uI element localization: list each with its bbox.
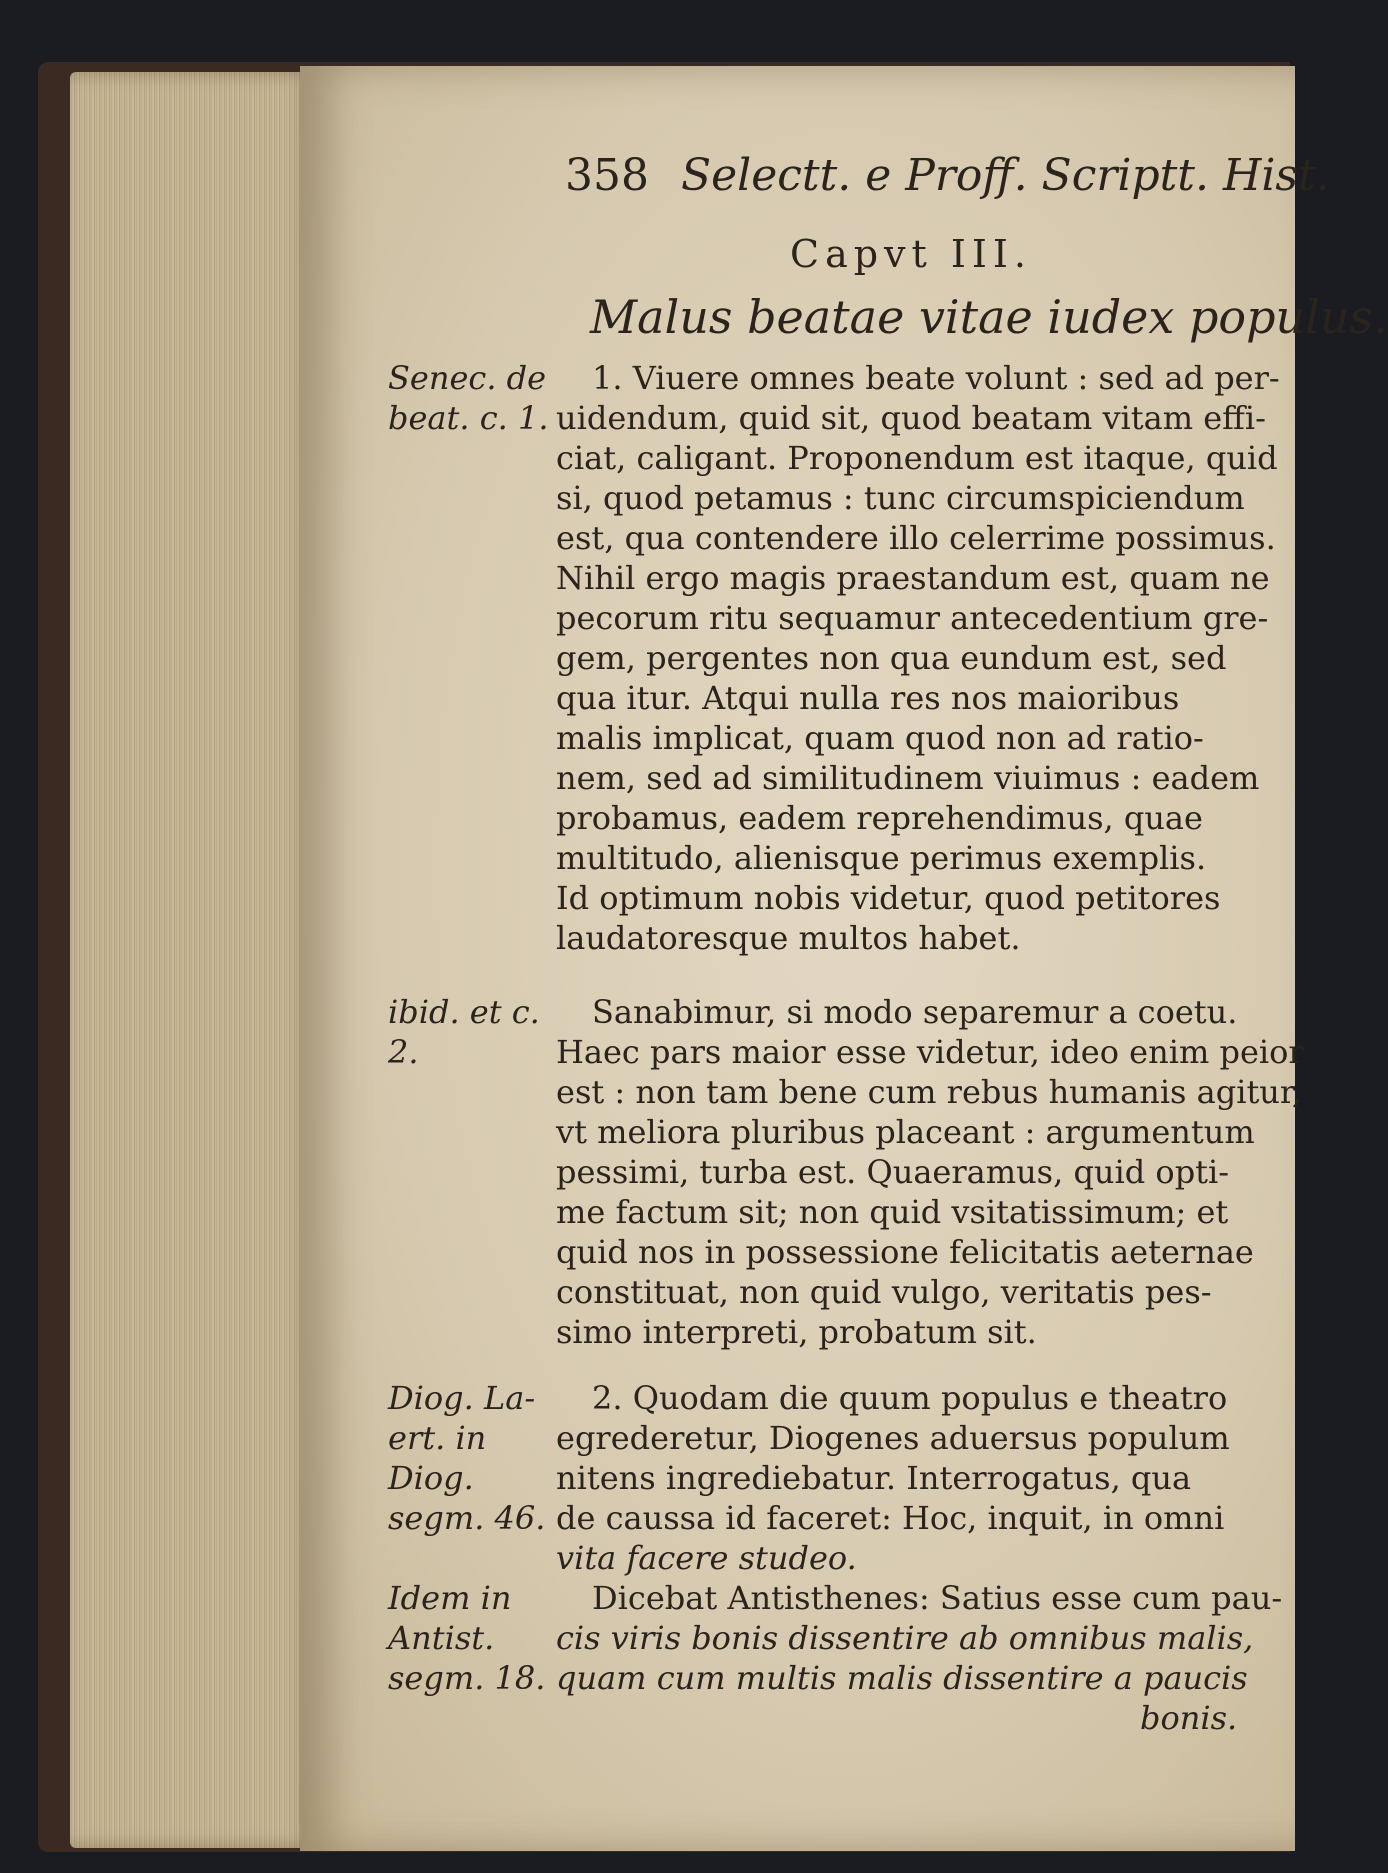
margin-note: segm. 46. (388, 1499, 546, 1537)
chapter-subtitle: Malus beatae vitae iudex populus. (590, 290, 1388, 344)
text-line: nem, sed ad similitudinem viuimus : eadem (556, 759, 1260, 797)
text-line: malis implicat, quam quod non ad ratio- (556, 719, 1204, 757)
text-line: laudatoresque multos habet. (556, 919, 1021, 957)
text-line: pecorum ritu sequamur antecedentium gre- (556, 599, 1269, 637)
text-line: egrederetur, Diogenes aduersus populum (556, 1419, 1230, 1457)
text-line: 1. Viuere omnes beate volunt : sed ad per- (592, 359, 1280, 397)
text-line: quam cum multis malis dissentire a paucis (556, 1659, 1248, 1697)
text-line: gem, pergentes non qua eundum est, sed (556, 639, 1227, 677)
text-line: 2. Quodam die quum populus e theatro (592, 1379, 1228, 1417)
text-line: uidendum, quid sit, quod beatam vitam effi- (556, 399, 1266, 437)
text-line: cis viris bonis dissentire ab omnibus malis, (556, 1619, 1254, 1657)
text-line: simo interpreti, probatum sit. (556, 1313, 1037, 1351)
running-header (565, 150, 1330, 201)
margin-note: Idem in (388, 1579, 512, 1617)
text-line: probamus, eadem reprehendimus, quae (556, 799, 1203, 837)
text-line: Haec pars maior esse videtur, ideo enim peior (556, 1033, 1304, 1071)
text-line: nitens ingrediebatur. Interrogatus, qua (556, 1459, 1192, 1497)
margin-note: beat. c. 1. (388, 399, 549, 437)
margin-note: Senec. de (388, 359, 547, 397)
page-edges (70, 72, 315, 1848)
text-line: Id optimum nobis videtur, quod petitores (556, 879, 1221, 917)
margin-note: Diog. (388, 1459, 474, 1497)
text-line: de caussa id faceret: Hoc, inquit, in omni (556, 1499, 1225, 1537)
text-line: Sanabimur, si modo separemur a coetu. (592, 993, 1238, 1031)
text-line: est, qua contendere illo celerrime possimus. (556, 519, 1276, 557)
margin-note: Antist. (388, 1619, 495, 1657)
text-line: vt meliora pluribus placeant : argumentum (556, 1113, 1255, 1151)
text-line: me factum sit; non quid vsitatissimum; et (556, 1193, 1229, 1231)
text-line: quid nos in possessione felicitatis aeternae (556, 1233, 1254, 1271)
margin-note: 2. (388, 1033, 419, 1071)
text-line: si, quod petamus : tunc circumspiciendum (556, 479, 1245, 517)
text-line: Dicebat Antisthenes: Satius esse cum pau- (592, 1579, 1283, 1617)
margin-note: ibid. et c. (388, 993, 540, 1031)
text-line: est : non tam bene cum rebus humanis agitur, (556, 1073, 1302, 1111)
page-number: 358 (565, 150, 649, 201)
catchword: bonis. (1140, 1699, 1238, 1737)
text-line: multitudo, alienisque perimus exemplis. (556, 839, 1207, 877)
margin-note: segm. 18. (388, 1659, 546, 1697)
text-line: qua itur. Atqui nulla res nos maioribus (556, 679, 1180, 717)
text-line: vita facere studeo. (556, 1539, 857, 1577)
text-line: ciat, caligant. Proponendum est itaque, quid (556, 439, 1278, 477)
margin-note: ert. in (388, 1419, 487, 1457)
text-line: pessimi, turba est. Quaeramus, quid opti- (556, 1153, 1230, 1191)
running-title: Selectt. e Proff. Scriptt. Hist. (680, 150, 1330, 201)
text-line: constituat, non quid vulgo, veritatis pes- (556, 1273, 1212, 1311)
chapter-heading: Capvt III. (790, 232, 1032, 276)
margin-note: Diog. La- (388, 1379, 536, 1417)
text-line: Nihil ergo magis praestandum est, quam ne (556, 559, 1270, 597)
